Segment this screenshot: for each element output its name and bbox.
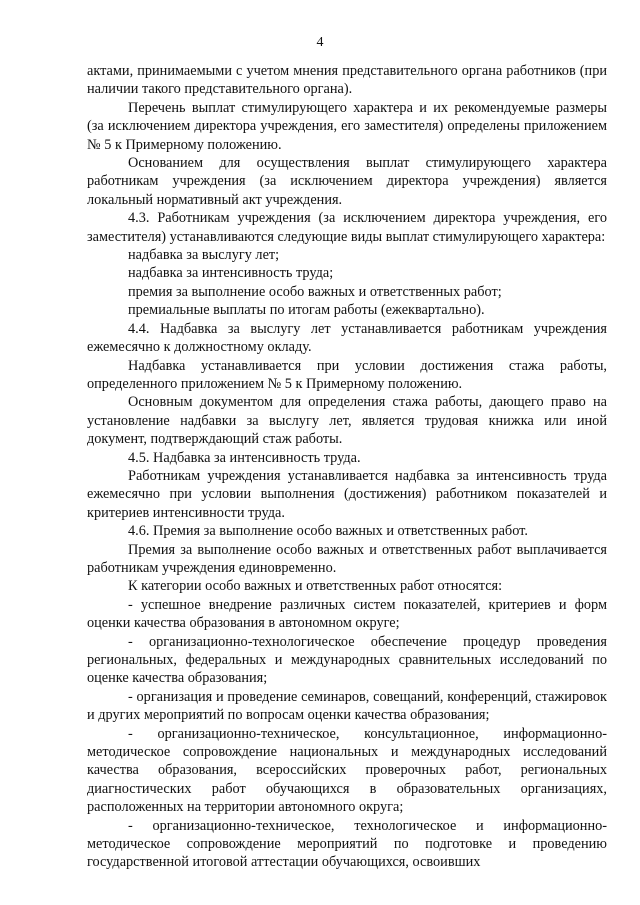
page-number: 4 (316, 35, 324, 50)
paragraph: 4.5. Надбавка за интенсивность труда. (128, 449, 361, 466)
paragraph: Надбавка устанавливается при условии достижения стажа работы, определенного приложением № 5 к Примерному положению. (87, 357, 607, 392)
paragraph: 4.4. Надбавка за выслугу лет устанавливается работникам учреждения ежемесячно к должностному окладу. (87, 320, 607, 356)
paragraph: - организационно-технологическое обеспечение процедур проведения региональных, федеральных и международных сравнительных исследований по оценке качества образования; (87, 633, 607, 687)
paragraph: Основанием для осуществления выплат стимулирующего характера работникам учреждения (за исключением директора учреждения) является локальный нормативный акт учреждения. (87, 155, 607, 208)
paragraph: Премия за выполнение особо важных и ответственных работ выплачивается работникам учреждения единовременно. (87, 541, 607, 576)
list-item: премия за выполнение особо важных и ответственных работ; (128, 283, 502, 300)
paragraph-continuation: актами, принимаемыми с учетом мнения представительного органа работников (при наличии такого представительного органа). (87, 63, 607, 98)
paragraph: 4.6. Премия за выполнение особо важных и ответственных работ. (128, 523, 528, 540)
paragraph: Перечень выплат стимулирующего характера и их рекомендуемые размеры (за исключением директора учреждения, его заместителя) определены приложением № 5 к Примерному положению. (87, 99, 607, 153)
list-item: надбавка за выслугу лет; (128, 247, 280, 264)
document-body (87, 62, 607, 872)
paragraph: - успешное внедрение различных систем показателей, критериев и форм оценки качества образования в автономном округе; (87, 596, 607, 632)
paragraph: - организационно-техническое, технологическое и информационно-методическое сопровождение мероприятий по подготовке и проведению государственной итоговой аттестации обучающихся, освоивших (87, 817, 607, 871)
paragraph: Работникам учреждения устанавливается надбавка за интенсивность труда ежемесячно при условии выполнения (достижения) работником показателей и критериев интенсивности труда. (87, 467, 607, 521)
paragraph: 4.3. Работникам учреждения (за исключением директора учреждения, его заместителя) устанавливаются следующие виды выплат стимулирующего характера: (87, 210, 607, 245)
paragraph: Основным документом для определения стажа работы, дающего право на установление надбавки за выслугу лет, является трудовая книжка или иной документ, подтверждающий стаж работы. (87, 394, 607, 448)
list-item: надбавка за интенсивность труда; (128, 265, 334, 282)
list-item: премиальные выплаты по итогам работы (ежеквартально). (128, 302, 485, 319)
paragraph: К категории особо важных и ответственных работ относятся: (128, 578, 503, 595)
paragraph: - организационно-техническое, консультационное, информационно-методическое сопровождение национальных и международных исследований качества образования, всероссийских проверочных работ, региональных диагностических работ обучающихся в образовательных организациях, расположенных на территории автономного округа; (87, 725, 607, 816)
paragraph: - организация и проведение семинаров, совещаний, конференций, стажировок и других мероприятий по вопросам оценки качества образования; (87, 688, 607, 724)
